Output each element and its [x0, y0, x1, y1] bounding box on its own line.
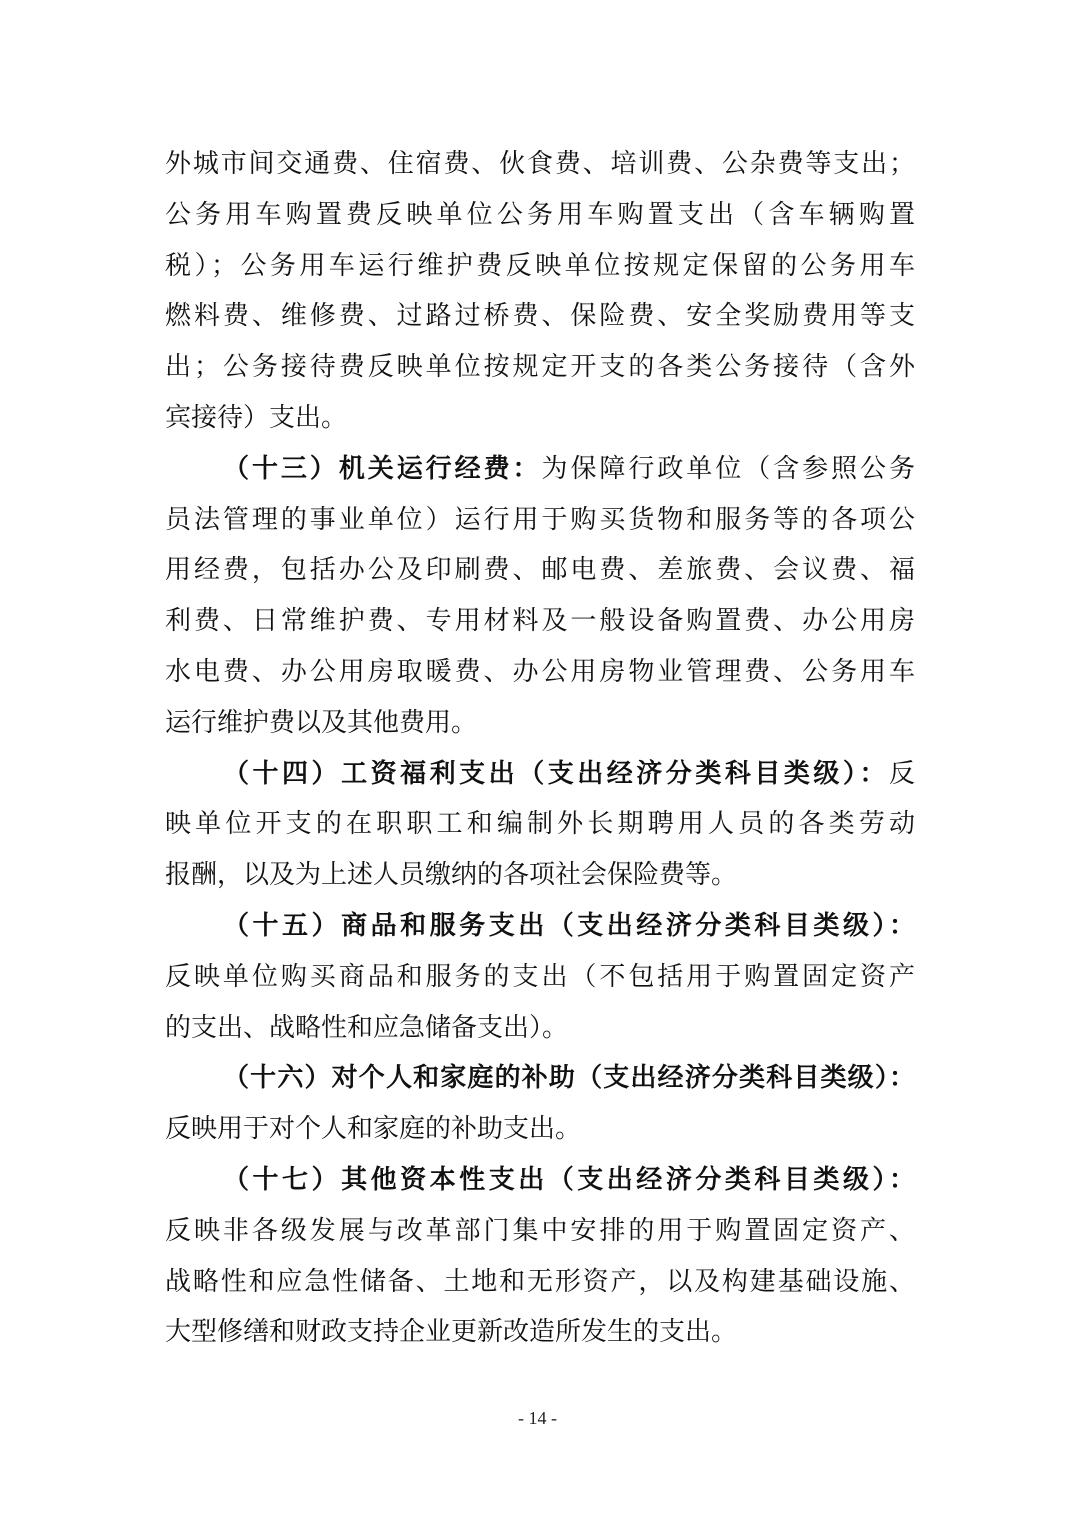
paragraph-item-16 [165, 1053, 915, 1155]
text-line [165, 1053, 915, 1104]
item-text: 为保障行政单位（含参照公务 [541, 453, 915, 484]
paragraph-item-17 [165, 1155, 915, 1358]
text-line: 报酬，以及为上述人员缴纳的各项社会保险费等。 [165, 860, 738, 891]
text-line: 战略性和应急性储备、土地和无形资产，以及构建基础设施、 [165, 1266, 915, 1297]
text-line: 燃料费、维修费、过路过桥费、保险费、安全奖励费用等支 [165, 301, 915, 332]
text-line [165, 749, 915, 800]
item-heading: （十六）对个人和家庭的补助（支出经济分类科目类级）： [223, 1063, 915, 1094]
text-line: 用经费，包括办公及印刷费、邮电费、差旅费、会议费、福 [165, 555, 915, 586]
page-number: - 14 - [518, 1408, 557, 1428]
text-line: 出；公务接待费反映单位按规定开支的各类公务接待（含外 [165, 352, 915, 383]
item-heading: （十五）商品和服务支出（支出经济分类科目类级）： [223, 910, 915, 941]
paragraph-item-14 [165, 749, 915, 901]
item-heading: （十七）其他资本性支出（支出经济分类科目类级）： [223, 1164, 915, 1195]
item-heading: （十四）工资福利支出（支出经济分类科目类级）： [223, 758, 889, 789]
text-line: 映单位开支的在职职工和编制外长期聘用人员的各类劳动 [165, 809, 915, 840]
paragraph-expense-notes-continued [165, 139, 915, 444]
text-line: 利费、日常维护费、专用材料及一般设备购置费、办公用房 [165, 606, 915, 637]
paragraph-item-15 [165, 901, 915, 1053]
text-line: 大型修缮和财政支持企业更新改造所发生的支出。 [165, 1317, 738, 1348]
text-line [165, 444, 915, 495]
text-line: 反映用于对个人和家庭的补助支出。 [165, 1114, 582, 1145]
item-text: 反 [888, 758, 915, 789]
text-line: 运行维护费以及其他费用。 [165, 707, 478, 738]
text-line: 反映单位购买商品和服务的支出（不包括用于购置固定资产 [165, 961, 915, 992]
text-line: 水电费、办公用房取暖费、办公用房物业管理费、公务用车 [165, 656, 915, 687]
paragraph-item-13 [165, 444, 915, 749]
text-line: 员法管理的事业单位）运行用于购买货物和服务等的各项公 [165, 504, 915, 535]
text-line: 外城市间交通费、住宿费、伙食费、培训费、公杂费等支出； [165, 149, 915, 179]
document-body [165, 139, 915, 1358]
text-line: 宾接待）支出。 [165, 402, 348, 433]
text-line: 税）；公务用车运行维护费反映单位按规定保留的公务用车 [165, 250, 915, 281]
text-line [165, 1155, 915, 1206]
text-line [165, 901, 915, 952]
item-heading: （十三）机关运行经费： [223, 453, 542, 484]
text-line: 公务用车购置费反映单位公务用车购置支出（含车辆购置 [165, 199, 915, 230]
text-line: 反映非各级发展与改革部门集中安排的用于购置固定资产、 [165, 1215, 915, 1246]
text-line: 的支出、战略性和应急储备支出）。 [165, 1012, 569, 1043]
